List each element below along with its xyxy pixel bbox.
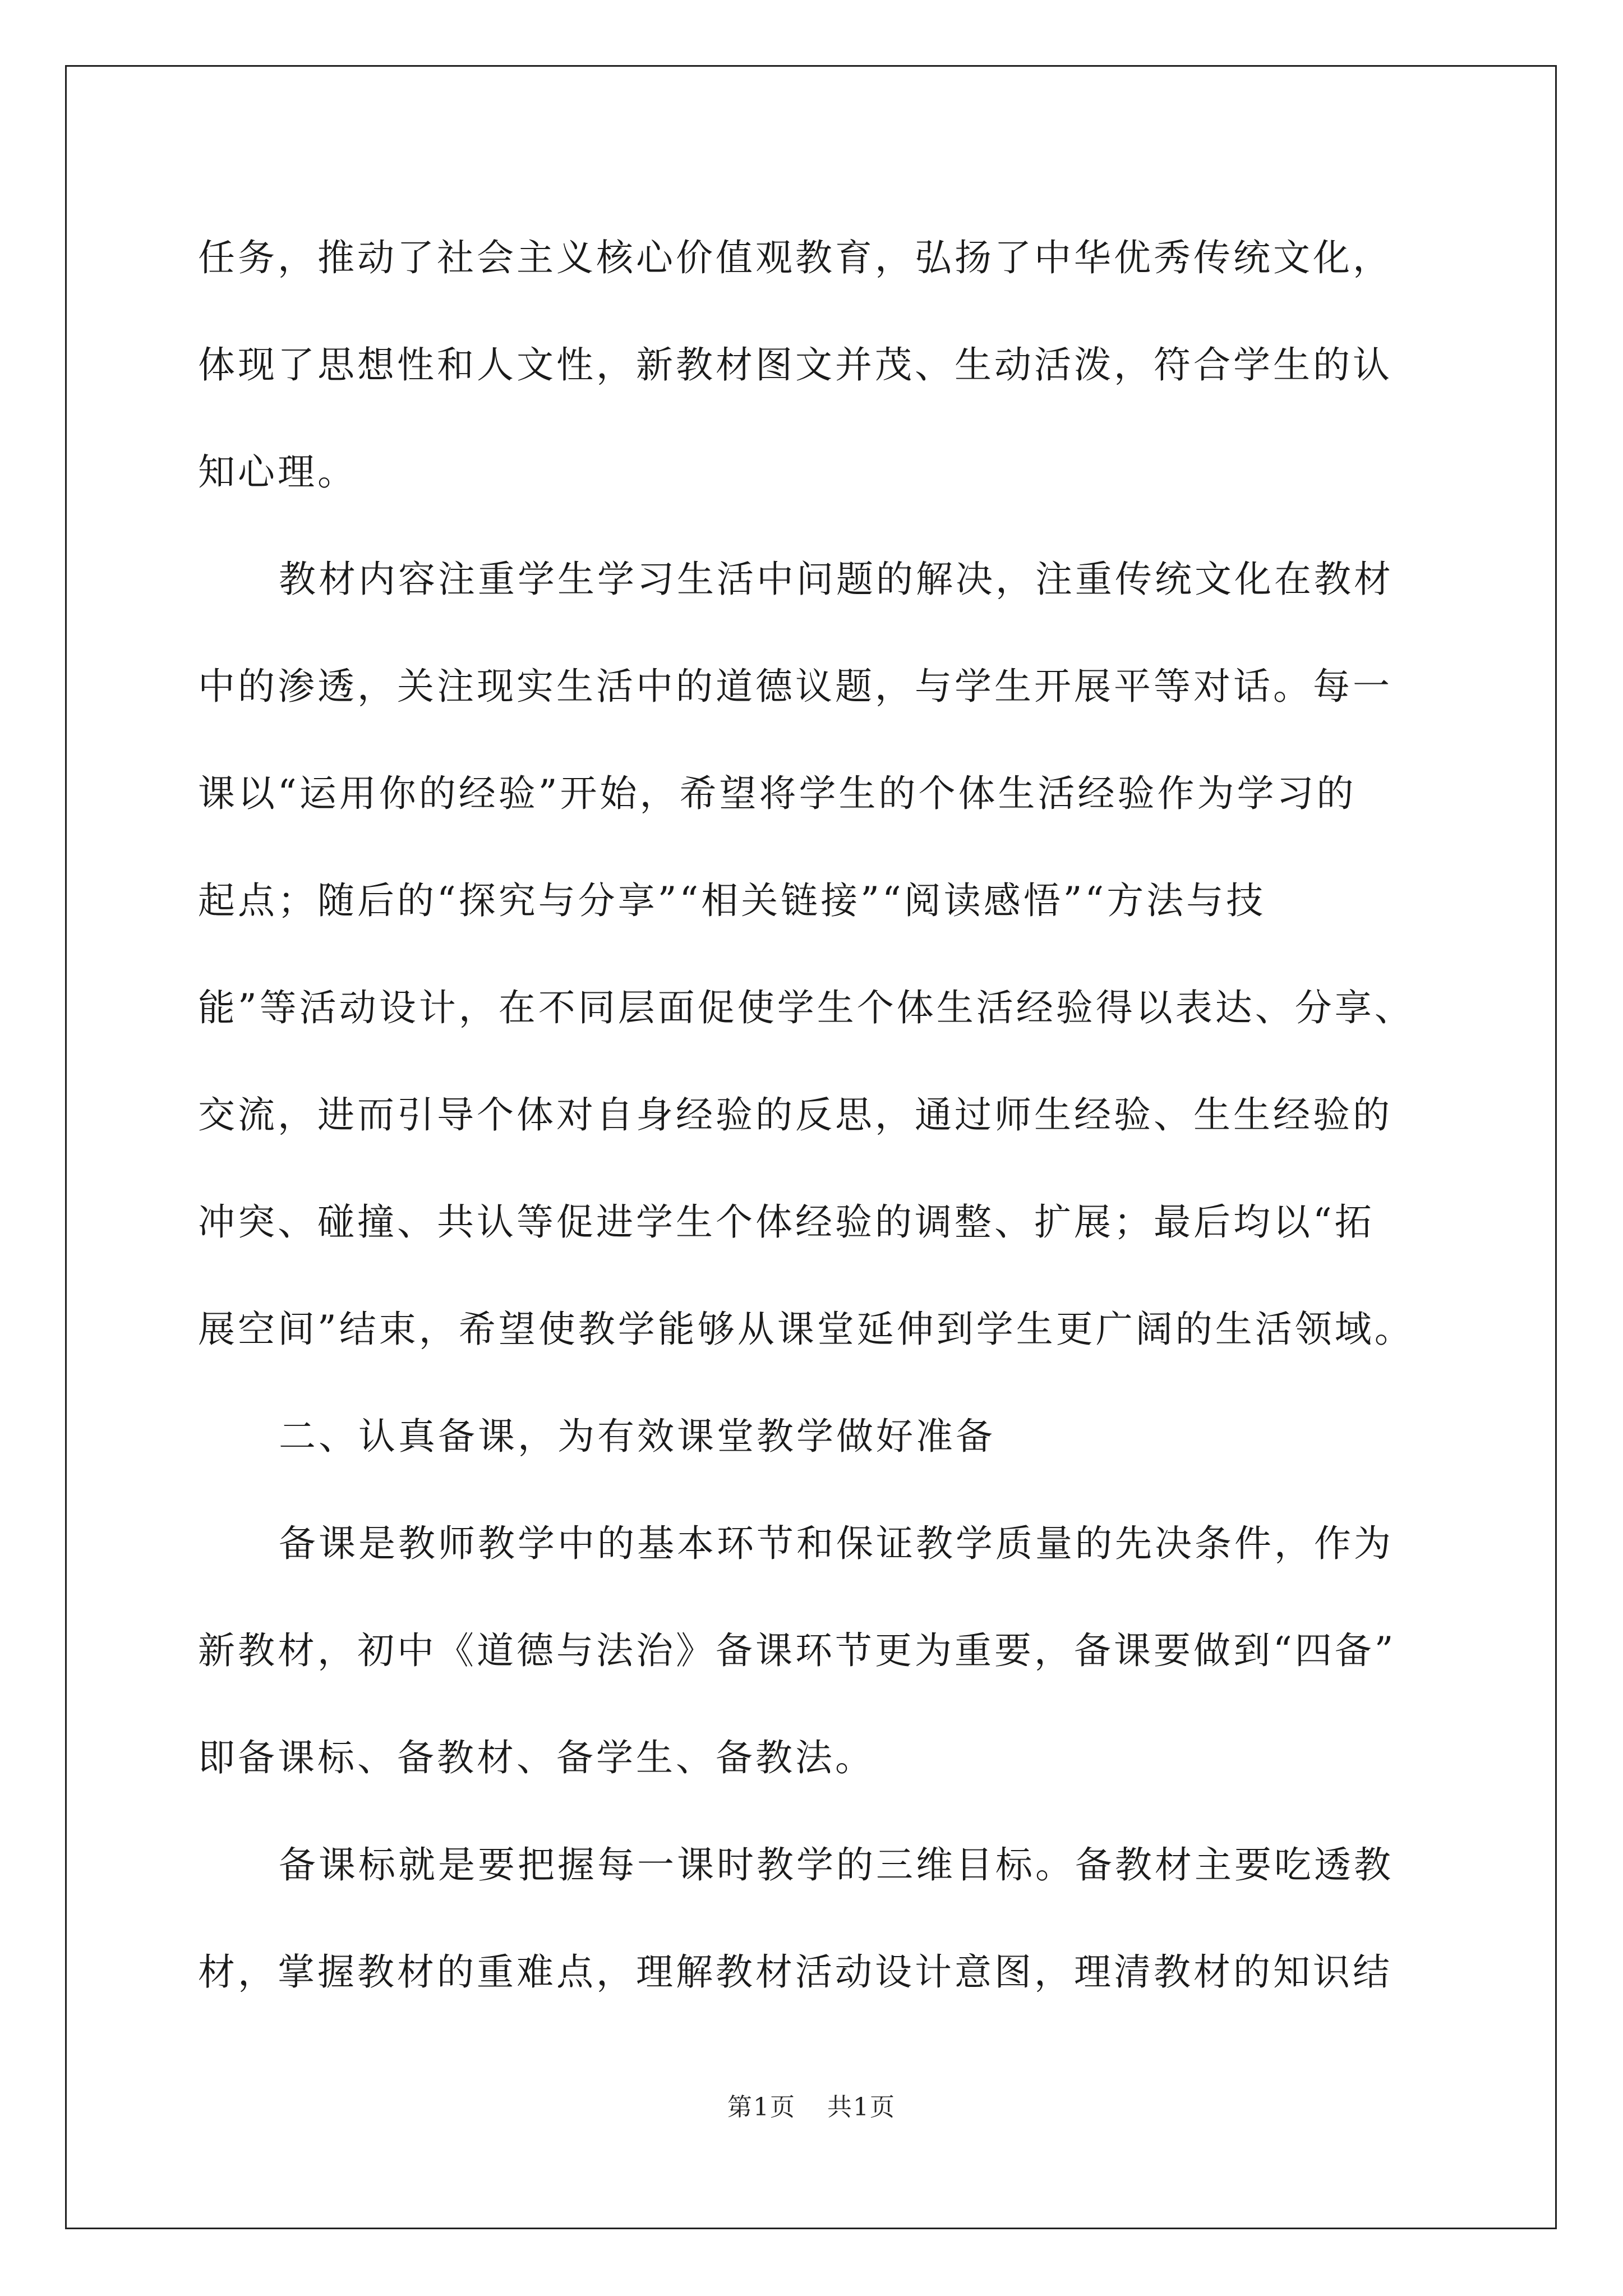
text-line: 能”等活动设计，在不同层面促使学生个体生活经验得以表达、分享、 — [198, 986, 1414, 1029]
text-line: 材，掌握教材的重难点，理解教材活动设计意图，理清教材的知识结 — [198, 1950, 1393, 1994]
text-line: 新教材，初中《道德与法治》备课环节更为重要，备课要做到“四备” — [198, 1629, 1396, 1672]
section-heading: 二、认真备课，为有效课堂教学做好准备 — [279, 1415, 995, 1458]
page-number: 第1页 — [727, 2093, 796, 2122]
document-body — [198, 204, 1432, 2026]
paragraph-start-line: 备课是教师教学中的基本环节和保证教学质量的先决条件，作为 — [279, 1522, 1394, 1565]
paragraph-start-line: 教材内容注重学生学习生活中问题的解决，注重传统文化在教材 — [279, 558, 1394, 601]
text-line: 知心理。 — [198, 450, 357, 494]
page-total: 共1页 — [827, 2093, 896, 2122]
text-line: 课以“运用你的经验”开始，希望将学生的个体生活经验作为学习的 — [198, 772, 1357, 815]
page-footer — [0, 2087, 1623, 2123]
paragraph-start-line: 备课标就是要把握每一课时教学的三维目标。备教材主要吃透教 — [279, 1843, 1394, 1887]
text-line: 冲突、碰撞、共认等促进学生个体经验的调整、扩展；最后均以“拓 — [198, 1200, 1375, 1244]
text-line: 任务，推动了社会主义核心价值观教育，弘扬了中华优秀传统文化， — [198, 236, 1393, 279]
text-line: 即备课标、备教材、备学生、备教法。 — [198, 1736, 875, 1779]
text-line: 中的渗透，关注现实生活中的道德议题，与学生开展平等对话。每一 — [198, 665, 1393, 708]
text-line: 起点；随后的“探究与分享”“相关链接”“阅读感悟”“方法与技 — [198, 879, 1266, 922]
text-line: 体现了思想性和人文性，新教材图文并茂、生动活泼，符合学生的认 — [198, 343, 1393, 386]
text-line: 交流，进而引导个体对自身经验的反思，通过师生经验、生生经验的 — [198, 1093, 1393, 1137]
text-line: 展空间”结束，希望使教学能够从课堂延伸到学生更广阔的生活领域。 — [198, 1308, 1414, 1351]
